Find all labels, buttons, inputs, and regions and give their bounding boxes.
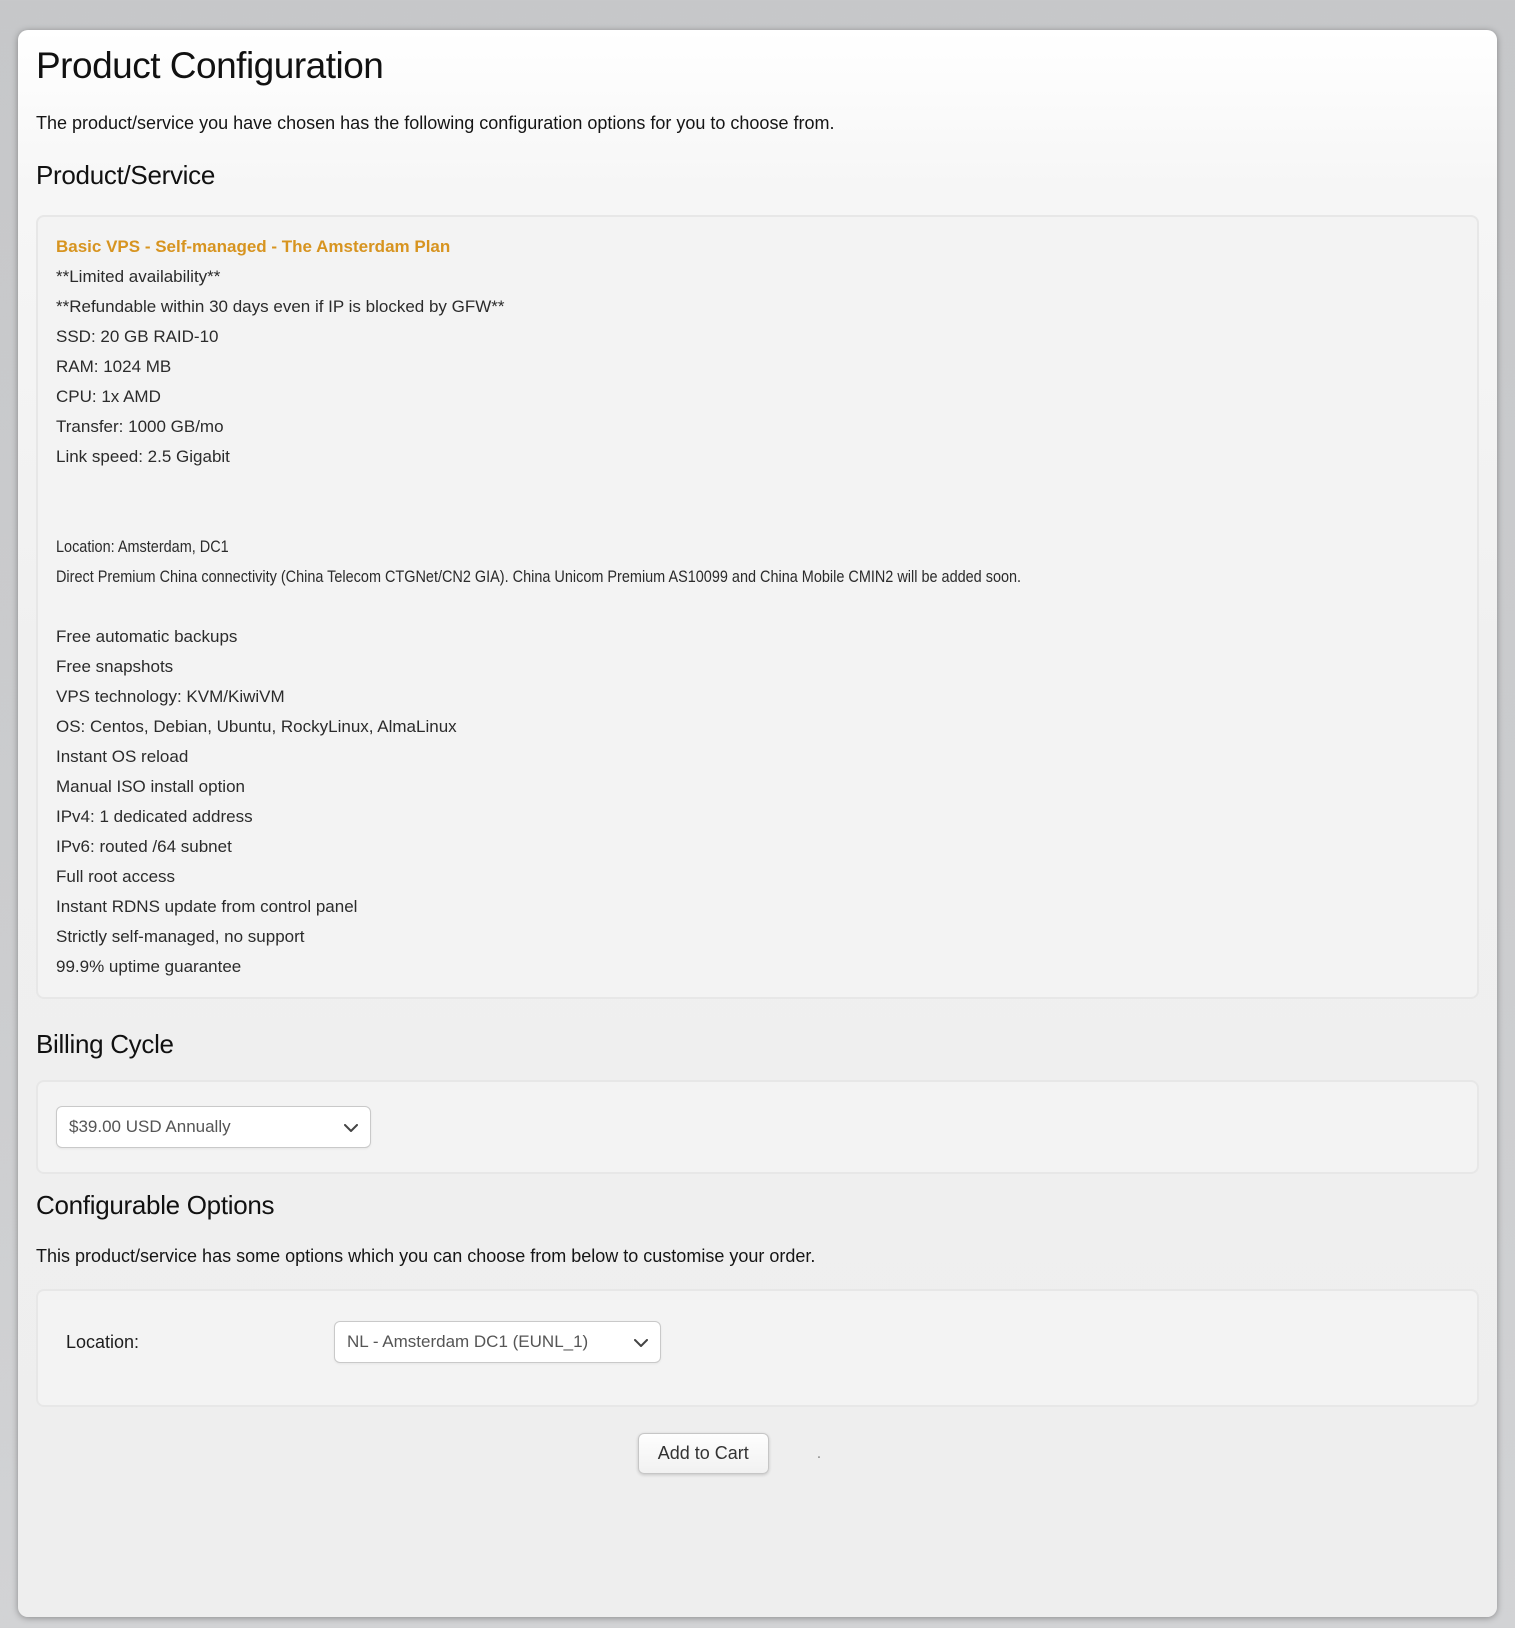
- product-description-panel: [36, 215, 1479, 999]
- option-row-location: [66, 1321, 1449, 1363]
- description-line: Instant RDNS update from control panel: [56, 897, 358, 916]
- billing-cycle-heading: Billing Cycle: [36, 1029, 174, 1059]
- product-description-lines: [56, 232, 1459, 982]
- description-line: Full root access: [56, 867, 176, 886]
- description-line: Free automatic backups: [56, 627, 238, 646]
- billing-cycle-selected-value: $39.00 USD Annually: [69, 1117, 231, 1136]
- configurable-options-panel: [36, 1289, 1479, 1407]
- location-label: Location:: [66, 1331, 140, 1352]
- page-intro: The product/service you have chosen has the following configuration options for you to choose from.: [36, 113, 835, 133]
- description-line: Free snapshots: [56, 657, 174, 676]
- description-line: OS: Centos, Debian, Ubuntu, RockyLinux, AlmaLinux: [56, 717, 457, 736]
- page-title: Product Configuration: [36, 45, 384, 86]
- description-line: Transfer: 1000 GB/mo: [56, 417, 224, 436]
- billing-cycle-select[interactable]: [56, 1106, 371, 1148]
- add-to-cart-button[interactable]: Add to Cart: [638, 1433, 769, 1474]
- description-line: RAM: 1024 MB: [56, 357, 172, 376]
- product-service-heading: Product/Service: [36, 160, 216, 190]
- description-line: Strictly self-managed, no support: [56, 927, 305, 946]
- chevron-down-icon: [344, 1118, 358, 1138]
- billing-cycle-panel: [36, 1080, 1479, 1174]
- description-line: IPv6: routed /64 subnet: [56, 837, 232, 856]
- configurable-options-intro: This product/service has some options which you can choose from below to customise your order.: [36, 1246, 816, 1266]
- description-line: [56, 502, 1459, 532]
- chevron-down-icon: [634, 1333, 648, 1353]
- description-line: **Refundable within 30 days even if IP is blocked by GFW**: [56, 297, 505, 316]
- location-select[interactable]: [334, 1321, 661, 1363]
- description-line: [56, 472, 1459, 502]
- description-line: Link speed: 2.5 Gigabit: [56, 447, 230, 466]
- location-selected-value: NL - Amsterdam DC1 (EUNL_1): [347, 1332, 589, 1351]
- stray-dot: .: [816, 1444, 822, 1462]
- description-line: 99.9% uptime guarantee: [56, 957, 242, 976]
- description-line: SSD: 20 GB RAID-10: [56, 327, 219, 346]
- description-line: **Limited availability**: [56, 267, 221, 286]
- description-line: [56, 592, 1459, 622]
- description-line: Manual ISO install option: [56, 777, 245, 796]
- description-line: Direct Premium China connectivity (China Telecom CTGNet/CN2 GIA). China Unicom Premium AS10099 and China Mobile CMIN2 will be added soon.: [56, 567, 1022, 586]
- product-configuration-card: [18, 30, 1497, 1617]
- description-line: IPv4: 1 dedicated address: [56, 807, 253, 826]
- product-title: Basic VPS - Self-managed - The Amsterdam Plan: [56, 237, 451, 256]
- description-line: Location: Amsterdam, DC1: [56, 537, 229, 556]
- description-line: CPU: 1x AMD: [56, 387, 161, 406]
- actions-row: [36, 1433, 1479, 1474]
- description-line: Instant OS reload: [56, 747, 189, 766]
- configurable-options-heading: Configurable Options: [36, 1190, 275, 1220]
- description-line: VPS technology: KVM/KiwiVM: [56, 687, 285, 706]
